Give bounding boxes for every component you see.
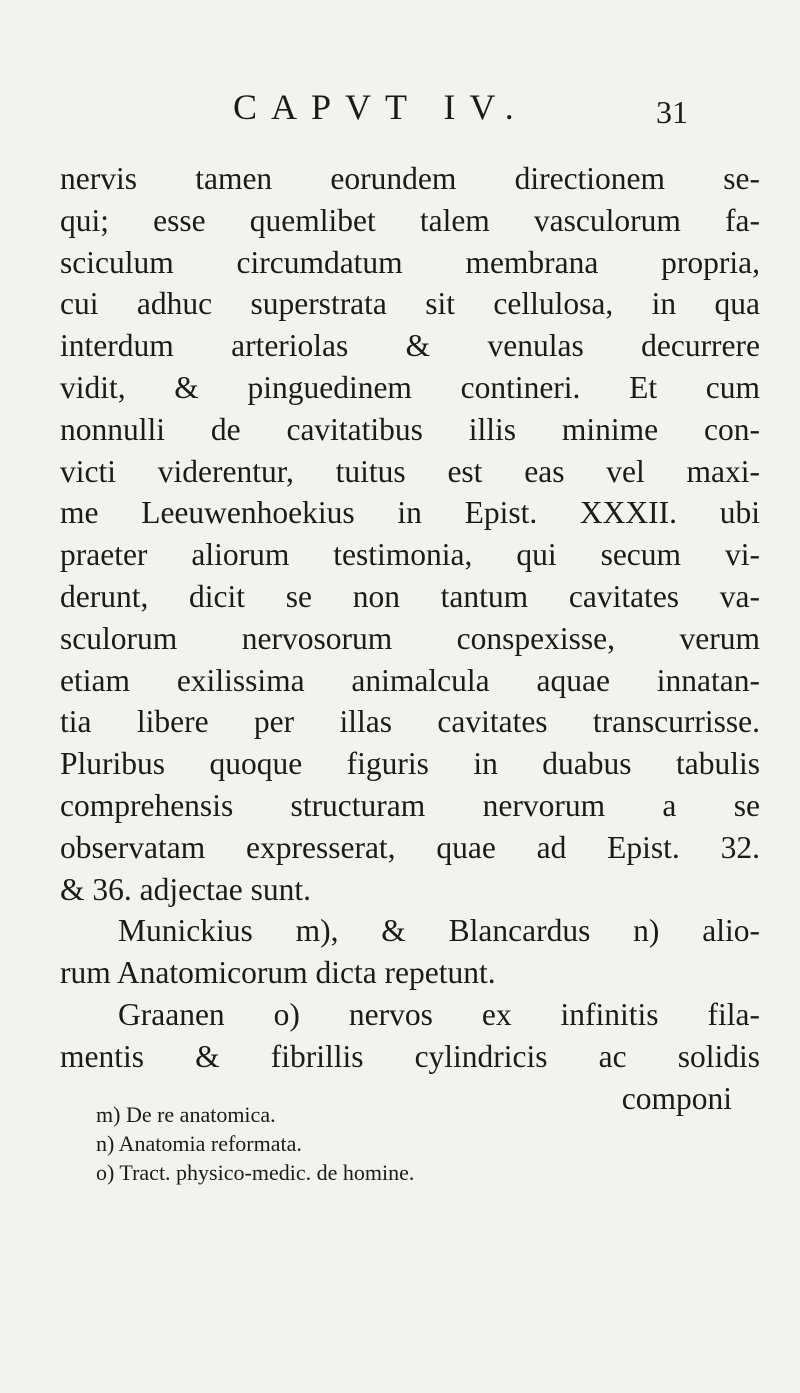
text-line: derunt, dicit se non tantum cavitates va- [60, 578, 760, 614]
text-line: & 36. adjectae sunt. [60, 871, 312, 907]
running-title: CAPVT IV. [233, 87, 528, 127]
page-number: 31 [656, 94, 688, 130]
text-line: victi viderentur, tuitus est eas vel maxi- [60, 453, 760, 489]
text-line: cui adhuc superstrata sit cellulosa, in qua [60, 286, 760, 322]
text-line: etiam exilissima animalcula aquae innatan- [60, 662, 760, 698]
text-line: tia libere per illas cavitates transcurrisse. [60, 704, 760, 740]
text-line: Munickius m), & Blancardus n) alio- [118, 913, 760, 949]
body-text [60, 158, 760, 1119]
text-line: nervis tamen eorundem directionem se- [60, 161, 760, 196]
text-line: sculorum nervosorum conspexisse, verum [60, 620, 760, 656]
text-line: qui; esse quemlibet talem vasculorum fa- [60, 202, 760, 238]
text-line: observatam expresserat, quae ad Epist. 32. [60, 829, 760, 865]
text-line: sciculum circumdatum membrana propria, [60, 244, 760, 280]
text-line: praeter aliorum testimonia, qui secum vi- [60, 537, 760, 573]
footnote: m) De re anatomica. [96, 1102, 276, 1127]
text-line: nonnulli de cavitatibus illis minime con- [60, 411, 760, 447]
text-line: comprehensis structuram nervorum a se [60, 787, 760, 823]
text-line: rum Anatomicorum dicta repetunt. [60, 955, 496, 991]
page-header [0, 86, 800, 146]
text-line: mentis & fibrillis cylindricis ac solidis [60, 1038, 760, 1074]
footnotes [96, 1100, 736, 1187]
footnote: o) Tract. physico-medic. de homine. [96, 1160, 415, 1185]
text-line: interdum arteriolas & venulas decurrere [60, 328, 760, 364]
text-line: vidit, & pinguedinem contineri. Et cum [60, 369, 760, 405]
text-line: Pluribus quoque figuris in duabus tabulis [60, 746, 760, 782]
text-line: me Leeuwenhoekius in Epist. XXXII. ubi [60, 495, 760, 531]
text-line: Graanen o) nervos ex infinitis fila- [118, 996, 760, 1032]
footnote: n) Anatomia reformata. [96, 1131, 302, 1156]
catchword: componi [621, 1080, 732, 1116]
